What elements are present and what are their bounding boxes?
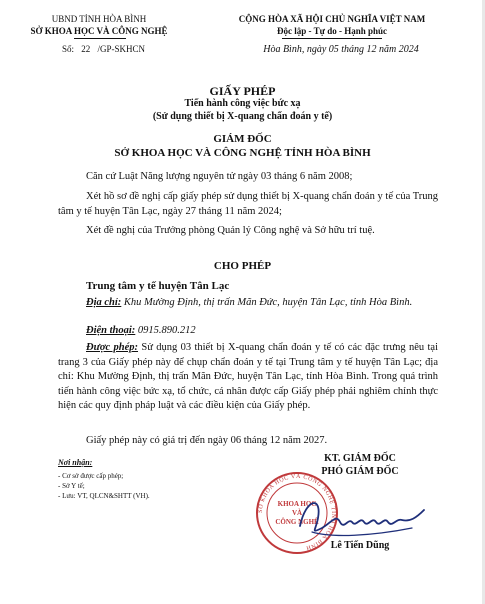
- recipients-label: [58, 458, 92, 467]
- seal-center-text-2: VÀ: [291, 509, 303, 517]
- agency-name: [24, 26, 174, 36]
- agency-underline: [74, 38, 126, 39]
- scope-label: Được phép:: [86, 342, 139, 353]
- seal-center-text-3: CÔNG NGHỆ: [275, 518, 319, 526]
- signature-title-1: [280, 453, 440, 464]
- phone-label: Điện thoại:: [86, 325, 136, 336]
- document-subtitle-2: [0, 111, 485, 122]
- nation-motto-text: Độc lập - Tự do - Hạnh phúc: [276, 26, 387, 36]
- authority-title: [0, 133, 485, 145]
- permit-heading-text: CHO PHÉP: [213, 260, 272, 272]
- address-value: Khu Mường Định, thị trấn Mãn Đức, huyện Tân Lạc, tỉnh Hòa Bình.: [123, 297, 413, 308]
- number-suffix: /GP-SKHCN: [97, 44, 146, 54]
- legal-basis-3: [86, 224, 438, 239]
- number-label: Số:: [62, 44, 75, 54]
- recipient-item: - Lưu: VT, QLCN&SHTT (VH).: [58, 492, 150, 500]
- nation-title: [196, 14, 468, 24]
- permit-address: [58, 296, 438, 311]
- recipient-item: - Cơ sở được cấp phép;: [58, 472, 124, 480]
- agency-name-text: SỞ KHOA HỌC VÀ CÔNG NGHỆ: [30, 26, 168, 36]
- issue-date: [196, 44, 485, 55]
- signer-name: [280, 540, 440, 551]
- document-title-text: GIẤY PHÉP: [209, 84, 276, 98]
- recipient-item: - Sở Y tế;: [58, 482, 85, 490]
- motto-underline: [282, 38, 382, 39]
- handwritten-signature-icon: [292, 488, 442, 548]
- signer-name-text: Lê Tiến Dũng: [330, 540, 390, 551]
- recipients-label-text: Nơi nhận:: [58, 458, 93, 467]
- permit-entity: [86, 280, 438, 292]
- legal-basis-2: [58, 190, 438, 219]
- nation-title-text: CỘNG HÒA XÃ HỘI CHỦ NGHĨA VIỆT NAM: [238, 14, 426, 24]
- authority-name: [0, 147, 485, 159]
- authority-title-text: GIÁM ĐỐC: [213, 133, 272, 145]
- signature-title-1-text: KT. GIÁM ĐỐC: [324, 453, 396, 464]
- permit-heading: [0, 260, 485, 272]
- issue-date-text: Hòa Bình, ngày 05 tháng 12 năm 2024: [263, 44, 419, 55]
- permit-validity-text: Giấy phép này có giá trị đến ngày 06 tháng 12 năm 2027.: [86, 435, 328, 446]
- scope-value: Sử dụng 03 thiết bị X-quang chẩn đoán y tế có các đặc trưng nêu tại trang 3 của Giấy phép này để chụp chẩn đoán y tế tại Trung tâm y tế huyện Tân Lạc; địa chỉ: Khu Mường Định, thị trấn Mãn Đức, huyện Tân Lạc, tỉnh Hòa Bình. Trong quá trình tiến hành công việc bức xạ, tổ chức, cá nhân được cấp Giấy phép phải nghiêm chỉnh thực hiện các quy định pháp luật và các điều kiện của Giấy phép.: [58, 342, 438, 411]
- seal-center-text-1: KHOA HỌC: [277, 500, 317, 508]
- recipients-list: [58, 471, 150, 501]
- legal-basis-1-text: Căn cứ Luật Năng lượng nguyên tử ngày 03 tháng 6 năm 2008;: [86, 171, 353, 182]
- nation-motto: [196, 26, 468, 36]
- document-subtitle: [0, 98, 485, 109]
- address-label: Địa chỉ:: [86, 297, 122, 308]
- permit-scope: [58, 341, 438, 414]
- document-subtitle-2-text: (Sử dụng thiết bị X-quang chẩn đoán y tế): [152, 111, 333, 122]
- signature-title-2-text: PHÓ GIÁM ĐỐC: [321, 466, 399, 477]
- legal-basis-3-text: Xét đề nghị của Trưởng phòng Quản lý Công nghệ và Sở hữu trí tuệ.: [86, 225, 375, 236]
- authority-name-text: SỞ KHOA HỌC VÀ CÔNG NGHỆ TỈNH HÒA BÌNH: [114, 147, 371, 159]
- seal-ring-text: SỞ KHOA HỌC VÀ CÔNG NGHỆ TỈNH HÒA BÌNH: [257, 473, 337, 551]
- legal-basis-1: [86, 170, 438, 185]
- permit-validity: [86, 434, 438, 449]
- number-value: 22: [81, 44, 91, 54]
- permit-phone: [86, 324, 438, 339]
- document-subtitle-text: Tiến hành công việc bức xạ: [184, 98, 301, 109]
- agency-parent: [24, 14, 174, 24]
- agency-parent-text: UBND TỈNH HÒA BÌNH: [51, 14, 147, 24]
- permit-entity-text: Trung tâm y tế huyện Tân Lạc: [86, 280, 230, 292]
- phone-value: 0915.890.212: [137, 325, 196, 336]
- document-number: [62, 44, 145, 54]
- document-title: [0, 84, 485, 99]
- legal-basis-2-text: Xét hồ sơ đề nghị cấp giấy phép sử dụng thiết bị X-quang chẩn đoán y tế của Trung tâm y tế huyện Tân Lạc, ngày 27 tháng 11 năm 2024;: [58, 191, 438, 217]
